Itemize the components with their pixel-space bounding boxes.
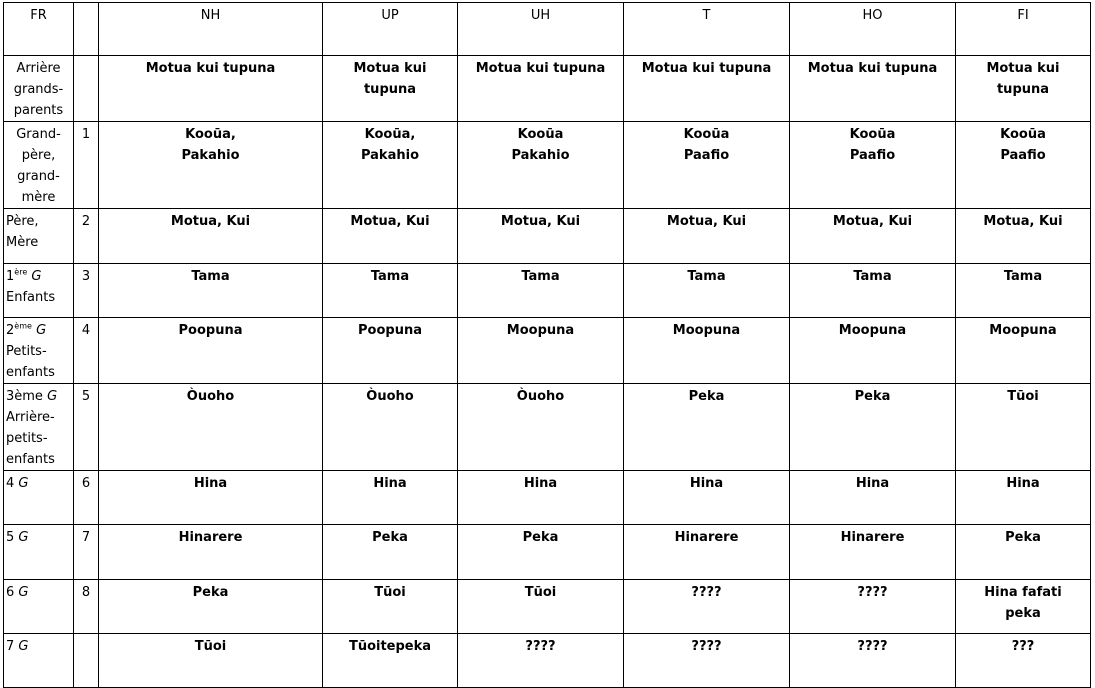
cell-fi: Peka: [956, 525, 1091, 580]
cell-t: Motua, Kui: [624, 209, 790, 264]
row-index: 2: [74, 209, 99, 264]
kinship-table: [3, 2, 1091, 688]
cell-fi: Motua kui tupuna: [956, 56, 1091, 122]
cell-ho: Hina: [790, 471, 956, 525]
cell-ho: Motua kui tupuna: [790, 56, 956, 122]
cell-nh: Poopuna: [99, 318, 323, 384]
row-index: 4: [74, 318, 99, 384]
cell-up: Kooūa, Pakahio: [323, 122, 458, 209]
cell-up: Tūoitepeka: [323, 634, 458, 688]
cell-ho: Kooūa Paafio: [790, 122, 956, 209]
cell-nh: Tama: [99, 264, 323, 318]
cell-nh: Hinarere: [99, 525, 323, 580]
cell-fi: Moopuna: [956, 318, 1091, 384]
table-row: [4, 318, 1091, 384]
cell-uh: Moopuna: [458, 318, 624, 384]
cell-t: Motua kui tupuna: [624, 56, 790, 122]
cell-t: Hinarere: [624, 525, 790, 580]
header-fi: FI: [956, 3, 1091, 56]
cell-ho: Hinarere: [790, 525, 956, 580]
cell-nh: Peka: [99, 580, 323, 634]
header-fr: FR: [4, 3, 74, 56]
cell-uh: ????: [458, 634, 624, 688]
cell-ho: Peka: [790, 384, 956, 471]
cell-t: ????: [624, 634, 790, 688]
cell-fi: ???: [956, 634, 1091, 688]
row-index: 7: [74, 525, 99, 580]
cell-t: Moopuna: [624, 318, 790, 384]
cell-uh: Peka: [458, 525, 624, 580]
row-index: 6: [74, 471, 99, 525]
header-row: [4, 3, 1091, 56]
cell-nh: Òuoho: [99, 384, 323, 471]
cell-uh: Kooūa Pakahio: [458, 122, 624, 209]
cell-t: ????: [624, 580, 790, 634]
row-label: 3ème G Arrière- petits- enfants: [4, 384, 74, 471]
cell-uh: Tama: [458, 264, 624, 318]
header-up: UP: [323, 3, 458, 56]
cell-nh: Tūoi: [99, 634, 323, 688]
cell-t: Hina: [624, 471, 790, 525]
table-row: [4, 122, 1091, 209]
cell-uh: Motua, Kui: [458, 209, 624, 264]
row-label: Arrière grands- parents: [4, 56, 74, 122]
cell-fi: Motua, Kui: [956, 209, 1091, 264]
row-index: [74, 56, 99, 122]
header-ho: HO: [790, 3, 956, 56]
cell-up: Tama: [323, 264, 458, 318]
cell-nh: Motua, Kui: [99, 209, 323, 264]
header-index: [74, 3, 99, 56]
row-label: 2ème G Petits- enfants: [4, 318, 74, 384]
row-index: 5: [74, 384, 99, 471]
table-row: [4, 580, 1091, 634]
row-label: 4 G: [4, 471, 74, 525]
cell-t: Kooūa Paafio: [624, 122, 790, 209]
cell-up: Òuoho: [323, 384, 458, 471]
row-label: Grand- père, grand- mère: [4, 122, 74, 209]
row-index: 3: [74, 264, 99, 318]
cell-up: Poopuna: [323, 318, 458, 384]
cell-ho: ????: [790, 580, 956, 634]
row-label: 1ère G Enfants: [4, 264, 74, 318]
table-row: [4, 525, 1091, 580]
row-label: 6 G: [4, 580, 74, 634]
cell-ho: Moopuna: [790, 318, 956, 384]
cell-nh: Hina: [99, 471, 323, 525]
row-label: 5 G: [4, 525, 74, 580]
table-row: [4, 634, 1091, 688]
cell-up: Hina: [323, 471, 458, 525]
cell-up: Motua kui tupuna: [323, 56, 458, 122]
table-row: [4, 209, 1091, 264]
cell-ho: ????: [790, 634, 956, 688]
table-row: [4, 471, 1091, 525]
cell-fi: Hina fafati peka: [956, 580, 1091, 634]
cell-up: Peka: [323, 525, 458, 580]
cell-t: Peka: [624, 384, 790, 471]
cell-fi: Tama: [956, 264, 1091, 318]
row-label: Père, Mère: [4, 209, 74, 264]
header-nh: NH: [99, 3, 323, 56]
cell-up: Motua, Kui: [323, 209, 458, 264]
table-row: [4, 264, 1091, 318]
cell-ho: Motua, Kui: [790, 209, 956, 264]
cell-uh: Òuoho: [458, 384, 624, 471]
header-t: T: [624, 3, 790, 56]
cell-nh: Motua kui tupuna: [99, 56, 323, 122]
cell-uh: Hina: [458, 471, 624, 525]
cell-up: Tūoi: [323, 580, 458, 634]
cell-uh: Tūoi: [458, 580, 624, 634]
row-label: 7 G: [4, 634, 74, 688]
cell-fi: Tūoi: [956, 384, 1091, 471]
table-row: [4, 56, 1091, 122]
row-index: [74, 634, 99, 688]
row-index: 1: [74, 122, 99, 209]
cell-fi: Hina: [956, 471, 1091, 525]
cell-ho: Tama: [790, 264, 956, 318]
cell-t: Tama: [624, 264, 790, 318]
cell-fi: Kooūa Paafio: [956, 122, 1091, 209]
cell-uh: Motua kui tupuna: [458, 56, 624, 122]
cell-nh: Kooūa, Pakahio: [99, 122, 323, 209]
table-row: [4, 384, 1091, 471]
header-uh: UH: [458, 3, 624, 56]
row-index: 8: [74, 580, 99, 634]
